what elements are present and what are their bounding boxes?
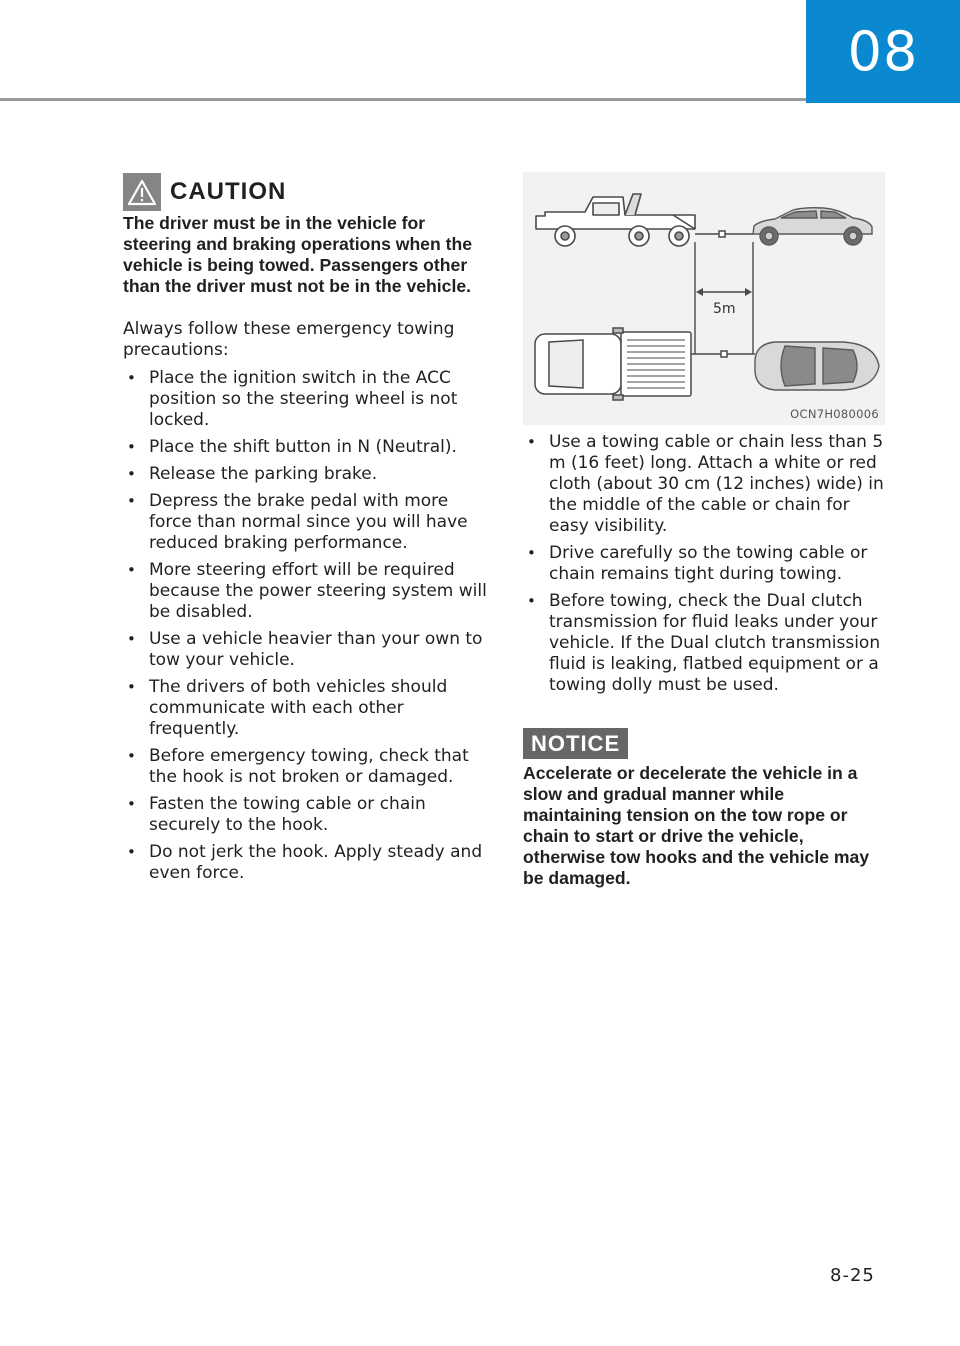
tow-truck-side bbox=[536, 194, 695, 246]
tow-rope-bottom bbox=[691, 351, 755, 357]
caution-text: The driver must be in the vehicle for steering and braking operations when the vehicle is being towed. Passengers other than the driver must not be in the vehicle. bbox=[123, 213, 472, 296]
list-item: • Use a towing cable or chain less than 5 m (16 feet) long. Attach a white or red cloth (about 30 cm (12 inches) wide) in the middle of the cable or chain for easy visibility. bbox=[523, 432, 885, 537]
figure-code: OCN7H080006 bbox=[790, 407, 879, 421]
tow-truck-top bbox=[535, 328, 691, 400]
list-item: • Fasten the towing cable or chain securely to the hook. bbox=[123, 794, 493, 836]
notice-badge: NOTICE bbox=[523, 728, 628, 759]
list-item: • Drive carefully so the towing cable or chain remains tight during towing. bbox=[523, 543, 885, 585]
list-item: • Before towing, check the Dual clutch transmission for fluid leaks under your vehicle. If the Dual clutch transmission fluid is leaking, flatbed equipment or a towing dolly must be used. bbox=[523, 591, 885, 696]
right-column bbox=[523, 172, 885, 889]
list-item: • The drivers of both vehicles should communicate with each other frequently. bbox=[123, 677, 493, 740]
distance-dimension bbox=[695, 242, 753, 354]
list-item: • Depress the brake pedal with more force than normal since you will have reduced braking performance. bbox=[123, 491, 493, 554]
list-item: • Place the ignition switch in the ACC position so the steering wheel is not locked. bbox=[123, 368, 493, 431]
caution-header bbox=[123, 172, 493, 212]
caution-title: CAUTION bbox=[170, 178, 287, 205]
left-column bbox=[123, 172, 493, 890]
header-rule bbox=[0, 98, 806, 101]
warning-triangle-icon bbox=[123, 173, 161, 211]
list-item: • More steering effort will be required because the power steering system will be disabled. bbox=[123, 560, 493, 623]
right-bullet-list bbox=[523, 432, 885, 696]
list-item: • Release the parking brake. bbox=[123, 464, 493, 485]
chapter-tab: 08 bbox=[806, 0, 960, 103]
list-item: • Before emergency towing, check that the hook is not broken or damaged. bbox=[123, 746, 493, 788]
page-number: 8-25 bbox=[830, 1265, 875, 1286]
list-item: • Use a vehicle heavier than your own to tow your vehicle. bbox=[123, 629, 493, 671]
intro-text: Always follow these emergency towing precautions: bbox=[123, 319, 455, 360]
towing-illustration bbox=[523, 172, 885, 425]
towing-diagram bbox=[523, 172, 885, 425]
list-item: • Do not jerk the hook. Apply steady and even force. bbox=[123, 842, 493, 884]
notice-text: Accelerate or decelerate the vehicle in a slow and gradual manner while maintaining tension on the tow rope or chain to start or drive the vehicle, otherwise tow hooks and the vehicle may be damaged. bbox=[523, 763, 870, 888]
distance-label: 5m bbox=[713, 301, 736, 317]
list-item: • Place the shift button in N (Neutral). bbox=[123, 437, 493, 458]
left-bullet-list bbox=[123, 368, 493, 884]
sedan-top bbox=[755, 342, 879, 390]
sedan-side bbox=[753, 208, 872, 245]
tow-rope-top bbox=[695, 231, 753, 237]
